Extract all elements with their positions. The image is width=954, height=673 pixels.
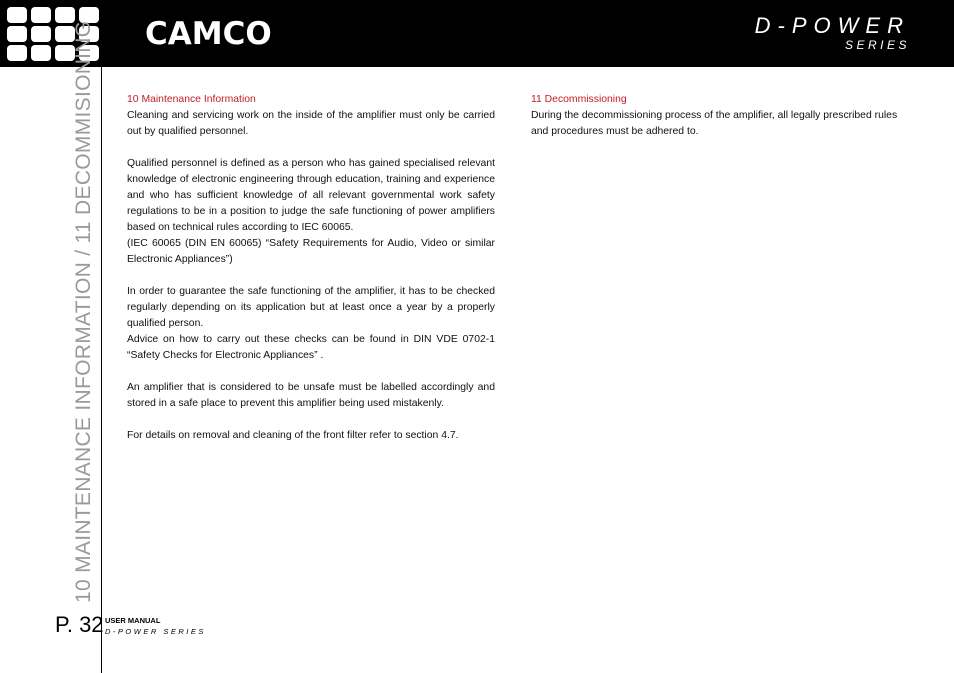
sidebar-divider (101, 67, 102, 673)
header-bar (0, 0, 954, 67)
section-side-title: 10 MAINTENANCE INFORMATION / 11 DECOMMISIONING (72, 20, 95, 603)
paragraph: Qualified personnel is defined as a person who has gained specialised relevant knowledge of electronic engineering through education, training and experience and who has sufficient knowledge of all relevant governmental work safety regulations to be in a position to judge the safe functioning of power amplifiers based on technical rules according to IEC 60065. (127, 158, 495, 233)
footer-series-label: D-POWER SERIES (105, 627, 206, 636)
section-heading: 11 Decommissioning (531, 94, 627, 105)
paragraph: During the decommissioning process of the amplifier, all legally prescribed rules and procedures must be adhered to. (531, 110, 898, 137)
section-maintenance (127, 92, 495, 444)
paragraph: For details on removal and cleaning of the front filter refer to section 4.7. (127, 430, 459, 441)
paragraph: In order to guarantee the safe functioning of the amplifier, it has to be checked regularly depending on its application but at least once a year by a properly qualified person. (127, 286, 495, 329)
footer-manual-label: USER MANUAL (105, 616, 161, 625)
brand-logo: CAMCO (145, 16, 272, 52)
paragraph: Advice on how to carry out these checks can be found in DIN VDE 0702-1 “Safety Checks for Electronic Appliances” . (127, 334, 495, 361)
page-number: P. 32 (55, 612, 104, 637)
paragraph: Cleaning and servicing work on the inside of the amplifier must only be carried out by qualified personnel. (127, 110, 495, 137)
paragraph: An amplifier that is considered to be unsafe must be labelled accordingly and stored in a safe place to prevent this amplifier being used mistakenly. (127, 382, 495, 409)
series-title: D-POWER (754, 13, 910, 38)
section-decommissioning (531, 92, 901, 140)
section-heading: 10 Maintenance Information (127, 94, 256, 105)
series-subtitle: SERIES (844, 38, 910, 52)
paragraph: (IEC 60065 (DIN EN 60065) “Safety Requirements for Audio, Video or similar Electronic Appliances”) (127, 238, 495, 265)
